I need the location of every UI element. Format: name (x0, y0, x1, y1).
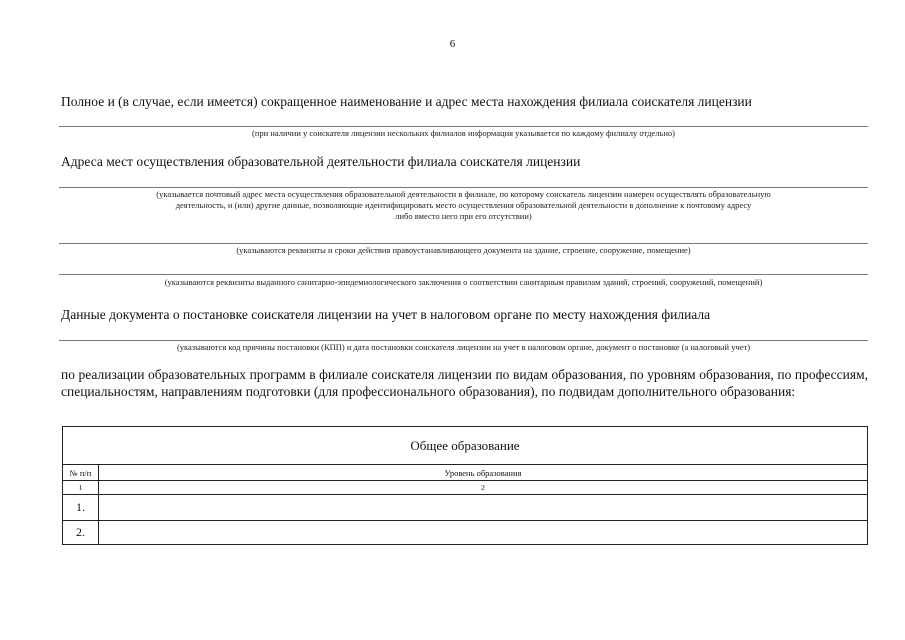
table-header-row (63, 465, 867, 481)
col-level-index: 2 (481, 483, 485, 492)
tax-doc-note: (указываются код причины постановки (КПП) и дата постановки соискателя лицензии на учет в налоговом органе, документ о постановке (а налоговый учет) (176, 342, 751, 352)
table-index-row (63, 481, 867, 495)
branch-name-heading: Полное и (в случае, если имеется) сокращенное наименование и адрес места нахождения филиала соискателя лицензии (61, 94, 752, 109)
general-education-table (62, 426, 868, 545)
sanitary-line (59, 274, 868, 275)
row-level-cell[interactable] (99, 495, 867, 520)
table-title: Общее образование (63, 427, 867, 465)
table-row (63, 495, 867, 521)
programs-paragraph: по реализации образовательных программ в филиале соискателя лицензии по видам образования, по уровням образования, по профессиям, специальностям, направлениям подготовки (для профессионального образования), по подвидам дополнительного образования: (61, 367, 868, 399)
property-docs-line (59, 243, 868, 244)
table-row (63, 521, 867, 544)
row-number: 1. (63, 495, 99, 520)
activity-addresses-note-line-1: (указывается почтовый адрес места осуществления образовательной деятельности в филиале, по которому соискатель лицензии намерен осуществлять образовательную (156, 189, 771, 199)
tax-doc-heading: Данные документа о постановке соискателя лицензии на учет в налоговом органе по месту нахождения филиала (61, 307, 711, 322)
tax-doc-line (59, 340, 868, 341)
col-num-header: № п/п (63, 465, 99, 480)
activity-addresses-line (59, 187, 868, 188)
row-number: 2. (63, 521, 99, 544)
branch-name-line (59, 126, 868, 127)
activity-addresses-note-line-3: либо вместо него при его отсутствии) (395, 211, 532, 221)
col-level-header: Уровень образования (444, 467, 522, 478)
branch-name-note: (при наличии у соискателя лицензии нескольких филиалов информация указывается по каждому филиалу отдельно) (252, 128, 675, 138)
row-level-cell[interactable] (99, 521, 867, 544)
activity-addresses-note-line-2: деятельность, и (или) другие данные, позволяющие идентифицировать место осуществления образовательной деятельности в дополнение к почтовому адресу (175, 200, 752, 210)
property-docs-note: (указываются реквизиты и сроки действия правоустанавливающего документа на здание, строение, сооружение, помещение) (236, 245, 691, 255)
page-number: 6 (449, 38, 456, 50)
activity-addresses-heading: Адреса мест осуществления образовательной деятельности филиала соискателя лицензии (61, 154, 581, 169)
col-num-index: 1 (63, 481, 99, 494)
sanitary-note: (указываются реквизиты выданного санитарно-эпидемиологического заключения о соответствии санитарным правилам зданий, строений, сооружений, помещений) (164, 277, 763, 287)
